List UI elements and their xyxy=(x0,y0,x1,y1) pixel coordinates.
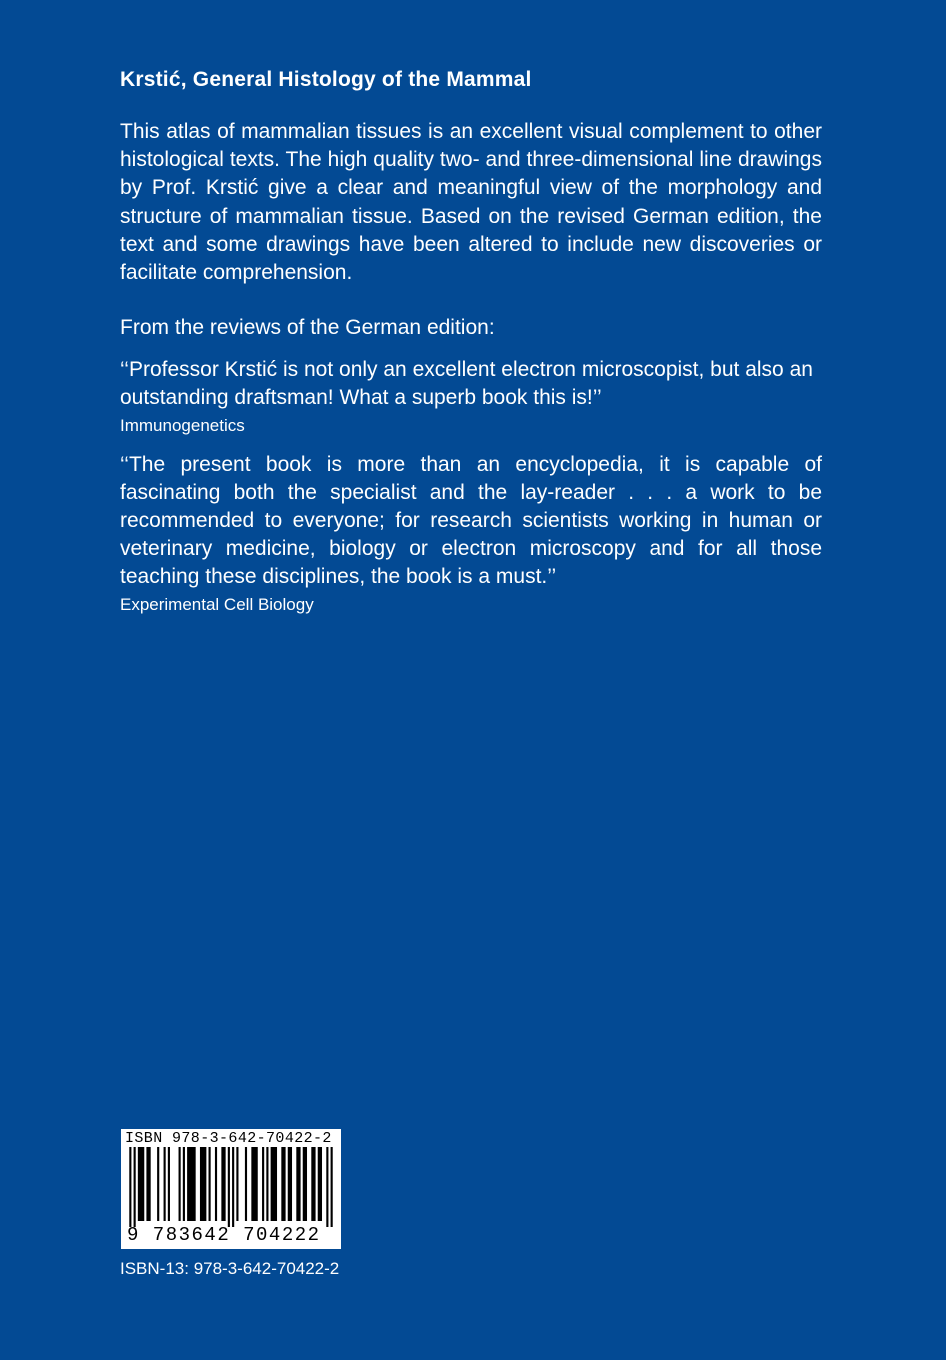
barcode-bar xyxy=(288,1147,292,1221)
review-quote: ‘‘Professor Krstić is not only an excellent electron microscopist, but also an outstanding draftsman! What a superb book this is!’’ xyxy=(120,358,813,410)
barcode-bar xyxy=(318,1147,322,1221)
barcode-bar xyxy=(168,1147,170,1221)
reviews-heading: From the reviews of the German edition: xyxy=(120,316,495,340)
barcode-bar xyxy=(271,1147,277,1221)
book-title: Krstić, General Histology of the Mammal xyxy=(120,68,532,91)
barcode-digits: 9 783642 704222 xyxy=(127,1224,321,1246)
barcode-bar xyxy=(296,1147,300,1221)
barcode-bar xyxy=(232,1147,234,1227)
barcode-bar xyxy=(129,1147,131,1227)
back-cover-text xyxy=(120,68,822,616)
barcode-bar xyxy=(303,1147,307,1221)
ean13-barcode-icon xyxy=(125,1147,337,1227)
review-source: Immunogenetics xyxy=(120,415,245,435)
book-description: This atlas of mammalian tissues is an excellent visual complement to other histological texts. The high quality two- and three-dimensional line drawings by Prof. Krstić give a clear and meaningful view of the morphology and structure of mammalian tissue. Based on the revised German edition, the text and some drawings have been altered to include new discoveries or facilitate comprehension. xyxy=(120,120,822,285)
barcode-bar xyxy=(138,1147,144,1221)
barcode-bar xyxy=(134,1147,136,1227)
barcode-bar xyxy=(187,1147,196,1221)
isbn-13: ISBN-13: 978-3-642-70422-2 xyxy=(120,1259,340,1278)
review-source: Experimental Cell Biology xyxy=(120,594,314,614)
barcode-bar xyxy=(209,1147,211,1221)
barcode-bar xyxy=(179,1147,181,1221)
barcode-bar xyxy=(281,1147,285,1221)
barcode-bar xyxy=(266,1147,268,1221)
barcode-bar xyxy=(146,1147,150,1221)
barcode-bar xyxy=(183,1147,185,1221)
barcode-bar xyxy=(215,1147,217,1221)
barcode-isbn-text: ISBN 978-3-642-70422-2 xyxy=(125,1130,332,1147)
barcode-bar xyxy=(326,1147,328,1227)
barcode-bar xyxy=(236,1147,238,1221)
barcode-bar xyxy=(200,1147,206,1221)
barcode-bar xyxy=(221,1147,225,1221)
review-quote: ‘‘The present book is more than an encyclopedia, it is capable of fascinating both the specialist and the lay-reader . . . a work to be recommended to everyone; for research scientists working in human or veterinary medicine, biology or electron microscopy and for all those teaching these disciplines, the book is a must.’’ xyxy=(120,452,822,589)
barcode-label xyxy=(121,1129,341,1249)
barcode-bar xyxy=(262,1147,264,1221)
barcode-bar xyxy=(311,1147,315,1221)
barcode-bar xyxy=(251,1147,257,1221)
barcode-bar xyxy=(164,1147,166,1221)
barcode-bar xyxy=(157,1147,159,1221)
barcode-bar xyxy=(228,1147,230,1227)
barcode-bar xyxy=(331,1147,333,1227)
barcode-bar xyxy=(245,1147,247,1221)
